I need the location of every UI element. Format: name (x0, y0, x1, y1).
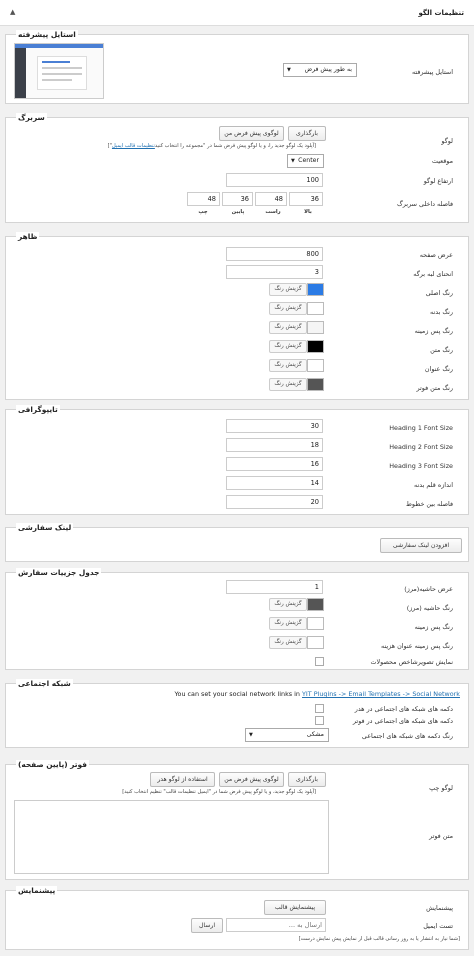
custom-links-section (5, 523, 469, 562)
order-table-section (5, 568, 469, 670)
body-font-size-label: اندازه قلم بدنه (414, 481, 453, 489)
section-legend: جدول جزییات سفارش (18, 568, 100, 577)
thumb-sidebar (15, 48, 26, 98)
padding-right-sublabel: راست (265, 209, 281, 215)
padding-top-input[interactable]: 36 (289, 192, 323, 206)
border-radius-label: انحنای لبه برگه (413, 270, 453, 278)
h2-size-label: Heading 2 Font Size (389, 443, 453, 451)
social-info: You can set your social network links in YIT Plugins -> Email Templates -> Social Network (174, 690, 460, 698)
section-legend: استایل پیشرفته (18, 30, 76, 39)
cost-title-bg-color-pick-button[interactable]: گزینش رنگ (269, 636, 307, 649)
footer-text-label: متن فوتر (429, 832, 453, 840)
thumb-line (42, 79, 72, 81)
social-buttons-color-select[interactable]: ▼ مشکی (245, 728, 329, 742)
primary-color-label: رنگ اصلی (425, 289, 453, 297)
padding-right-input[interactable]: 48 (255, 192, 287, 206)
section-legend: لینک سفارشی (18, 523, 72, 532)
header-social-buttons-label: دکمه های شبکه های اجتماعی در هدر (354, 705, 453, 713)
preview-label: پیشنمایش (426, 904, 453, 912)
title-color-label: رنگ عنوان (424, 365, 453, 373)
preview-section (5, 886, 469, 950)
footer-social-buttons-checkbox[interactable] (315, 716, 324, 725)
add-custom-link-button[interactable]: افزودن لینک سفارشی (380, 538, 462, 553)
section-legend: ظاهر (18, 232, 38, 241)
cost-title-bg-color-swatch[interactable] (307, 636, 324, 649)
line-height-label: فاصله بین خطوط (405, 500, 453, 508)
page-title: تنظیمات الگو (418, 9, 464, 17)
social-network-section (5, 679, 469, 748)
footer-social-buttons-label: دکمه های شبکه های اجتماعی در فوتر (352, 717, 453, 725)
text-color-pick-button[interactable]: گزینش رنگ (269, 340, 307, 353)
send-email-button[interactable]: ارسال (191, 918, 223, 933)
advanced-style-label: استایل پیشرفته (412, 68, 453, 76)
footer-text-color-label: رنگ متن فوتر (416, 384, 453, 392)
background-color-pick-button[interactable]: گزینش رنگ (269, 321, 307, 334)
section-legend: فوتر (پایین صفحه) (18, 760, 88, 769)
footer-text-color-swatch[interactable] (307, 378, 324, 391)
padding-top-sublabel: بالا (304, 209, 312, 215)
product-thumbs-label: نمایش تصویرشاخص محصولات (370, 658, 453, 666)
chevron-down-icon: ▼ (249, 732, 253, 738)
border-radius-input[interactable]: 3 (226, 265, 323, 279)
style-thumbnail[interactable] (14, 43, 104, 99)
padding-left-sublabel: چپ (198, 209, 208, 215)
body-color-pick-button[interactable]: گزینش رنگ (269, 302, 307, 315)
title-color-swatch[interactable] (307, 359, 324, 372)
social-buttons-color-label: رنگ دکمه های شبکه های اجتماعی (361, 732, 453, 740)
background-color-label: رنگ پس زمینه (414, 327, 453, 335)
appearance-section (5, 232, 469, 400)
footer-logo-note: [آپلود یک لوگو جدید، و یا لوگو پیش فرض شما در "ایمیل تنظیمات قالب" تنظیم انتخاب کنید] (122, 789, 316, 795)
text-color-swatch[interactable] (307, 340, 324, 353)
product-thumbs-checkbox[interactable] (315, 657, 324, 666)
padding-bottom-sublabel: پایین (231, 209, 245, 215)
footer-text-color-pick-button[interactable]: گزینش رنگ (269, 378, 307, 391)
footer-section (5, 760, 469, 880)
header-section (5, 113, 469, 223)
test-email-label: تست ایمیل (423, 922, 453, 930)
collapse-arrow-icon[interactable]: ▲ (10, 8, 16, 16)
preview-note: [شما نیاز به انتشار یا به روز رسانی قالب قبل از نمایش پیش نمایش درست] (298, 936, 460, 942)
thumb-line (42, 67, 82, 69)
social-network-settings-link[interactable]: YIT Plugins -> Email Templates -> Social Network (302, 690, 460, 698)
logo-height-input[interactable]: 100 (226, 173, 323, 187)
logo-label: لوگو (441, 137, 453, 145)
table-border-color-pick-button[interactable]: گزینش رنگ (269, 598, 307, 611)
use-header-logo-button[interactable]: استفاده از لوگو هدر (150, 772, 215, 787)
section-legend: شبکه اجتماعی (18, 679, 71, 688)
section-legend: سربرگ (18, 113, 45, 122)
background-color-swatch[interactable] (307, 321, 324, 334)
chevron-down-icon: ▼ (287, 67, 291, 73)
chevron-down-icon: ▼ (291, 158, 295, 164)
advanced-style-select[interactable]: ▼ به طور پیش فرض (283, 63, 357, 77)
thumb-line (42, 73, 82, 75)
thumb-topbar (15, 44, 103, 48)
default-logo-button[interactable]: لوگوی پیش فرض من (219, 126, 284, 141)
settings-header-bar (0, 0, 474, 26)
upload-logo-button[interactable]: بارگذاری (288, 126, 326, 141)
body-color-swatch[interactable] (307, 302, 324, 315)
cost-title-bg-color-label: رنگ پس زمینه عنوان هزینه (381, 642, 453, 650)
position-label: موقعیت (431, 157, 453, 165)
footer-upload-logo-button[interactable]: بارگذاری (288, 772, 326, 787)
page-width-input[interactable]: 800 (226, 247, 323, 261)
title-color-pick-button[interactable]: گزینش رنگ (269, 359, 307, 372)
padding-left-input[interactable]: 48 (187, 192, 220, 206)
logo-note: [آپلود یک لوگو جدید را، و یا لوگو پیش فرض شما در "مجموعه را انتخاب کنیدتنظیمات قالب ایمیل"] (107, 143, 316, 149)
footer-text-area[interactable] (14, 800, 329, 874)
table-border-color-label: رنگ حاشیه (مرز) (406, 604, 453, 612)
section-legend: پیشنمایش (18, 886, 56, 895)
table-border-width-label: عرض حاشیه(مرز) (404, 585, 453, 593)
logo-height-label: ارتفاع لوگو (423, 177, 453, 185)
h3-size-input[interactable]: 16 (226, 457, 323, 471)
body-font-size-input[interactable]: 14 (226, 476, 323, 490)
left-logo-label: لوگو چپ (429, 784, 453, 792)
body-color-label: رنگ بدنه (430, 308, 453, 316)
typography-section (5, 405, 469, 515)
primary-color-pick-button[interactable]: گزینش رنگ (269, 283, 307, 296)
email-template-settings-link[interactable]: تنظیمات قالب ایمیل (111, 143, 155, 149)
h1-size-input[interactable]: 30 (226, 419, 323, 433)
page-width-label: عرض صفحه (419, 251, 453, 259)
advanced-style-section (5, 30, 469, 104)
table-border-width-input[interactable]: 1 (226, 580, 323, 594)
thumb-line (42, 61, 70, 63)
section-legend: تایپوگرافی (18, 405, 58, 414)
footer-default-logo-button[interactable]: لوگوی پیش فرض من (219, 772, 284, 787)
table-bg-color-pick-button[interactable]: گزینش رنگ (269, 617, 307, 630)
h1-size-label: Heading 1 Font Size (389, 424, 453, 432)
primary-color-swatch[interactable] (307, 283, 324, 296)
header-social-buttons-checkbox[interactable] (315, 704, 324, 713)
table-border-color-swatch[interactable] (307, 598, 324, 611)
padding-bottom-input[interactable]: 36 (222, 192, 253, 206)
table-bg-color-swatch[interactable] (307, 617, 324, 630)
table-bg-color-label: رنگ پس زمینه (414, 623, 453, 631)
preview-template-button[interactable]: پیشنمایش قالب (264, 900, 326, 915)
h2-size-input[interactable]: 18 (226, 438, 323, 452)
text-color-label: رنگ متن (430, 346, 453, 354)
position-select[interactable]: ▼ Center (287, 154, 324, 168)
line-height-input[interactable]: 20 (226, 495, 323, 509)
header-padding-label: فاصله داخلی سربرگ (397, 200, 453, 208)
h3-size-label: Heading 3 Font Size (389, 462, 453, 470)
test-email-input[interactable] (226, 918, 326, 932)
